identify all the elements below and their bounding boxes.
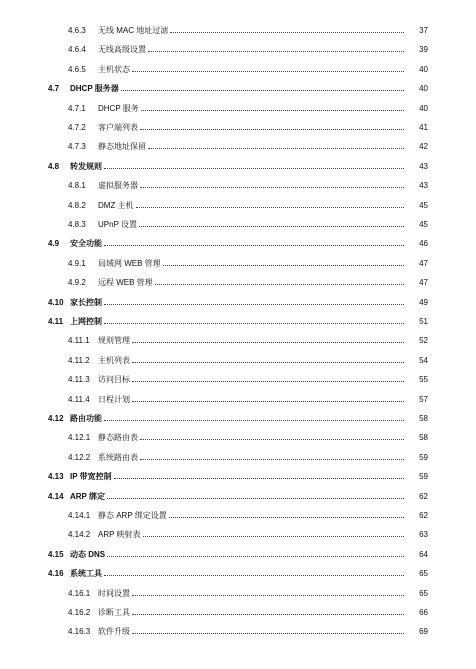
toc-entry-page-number: 62: [419, 491, 428, 501]
toc-subsection-entry[interactable]: [0, 140, 476, 154]
dot-leader: [170, 31, 404, 33]
dot-leader: [169, 516, 404, 518]
toc-subsection-entry[interactable]: [0, 121, 476, 135]
toc-entry-number: 4.7.3: [68, 142, 86, 152]
toc-entry-line: [66, 528, 406, 542]
toc-entry-number: 4.6.4: [68, 45, 86, 55]
toc-entry-page-number: 66: [419, 608, 428, 617]
toc-entry-number: 4.16: [48, 569, 64, 579]
dot-leader: [132, 400, 404, 402]
toc-entry-title: 转发规则: [70, 161, 102, 171]
toc-entry-title: DHCP 服务器: [70, 84, 119, 94]
toc-entry-page-number: 55: [419, 375, 428, 385]
toc-entry-number: 4.6.5: [68, 64, 86, 74]
toc-entry-line: [66, 354, 406, 368]
toc-subsection-entry[interactable]: [0, 606, 476, 620]
toc-subsection-entry[interactable]: [0, 354, 476, 368]
dot-leader: [132, 70, 404, 72]
toc-entry-page-number: 47: [419, 258, 428, 268]
dot-leader: [140, 438, 404, 440]
toc-entry-page-number: 41: [419, 123, 428, 132]
toc-entry-line: [66, 276, 406, 290]
dot-leader: [163, 264, 404, 266]
toc-entry-number: 4.15: [48, 549, 64, 559]
toc-entry-line: [66, 509, 406, 523]
toc-entry-number: 4.9.2: [68, 278, 86, 288]
dot-leader: [140, 128, 404, 130]
toc-entry-page-number: 65: [419, 588, 428, 598]
toc-entry-line: [48, 490, 406, 504]
toc-entry-number: 4.13: [48, 472, 64, 482]
toc-subsection-entry[interactable]: [0, 625, 476, 639]
dot-leader: [104, 244, 404, 246]
toc-entry-number: 4.11.1: [68, 336, 90, 346]
toc-entry-number: 4.16.3: [68, 627, 91, 637]
toc-entry-title: 诊断工具: [98, 608, 130, 617]
toc-entry-title: 日程计划: [98, 394, 130, 404]
toc-entry-page-number: 43: [419, 161, 428, 171]
dot-leader: [104, 574, 404, 576]
toc-subsection-entry[interactable]: [0, 587, 476, 601]
dot-leader: [155, 283, 404, 285]
toc-entry-number: 4.8.3: [68, 220, 86, 229]
toc-entry-title: ARP 绑定: [70, 491, 105, 501]
dot-leader: [107, 555, 404, 557]
toc-entry-title: 主机状态: [98, 64, 130, 74]
dot-leader: [148, 50, 404, 52]
toc-entry-title: 系统路由表: [98, 452, 138, 462]
toc-entry-page-number: 65: [419, 569, 428, 579]
toc-entry-title: 访问目标: [98, 375, 130, 385]
dot-leader: [104, 419, 404, 421]
toc-entry-number: 4.7.1: [68, 103, 86, 113]
toc-entry-page-number: 59: [419, 472, 428, 482]
toc-entry-title: DHCP 服务: [98, 103, 139, 113]
toc-entry-number: 4.9.1: [68, 258, 86, 268]
toc-entry-title: 软件升级: [98, 627, 130, 637]
toc-section-entry[interactable]: [0, 548, 476, 562]
toc-entry-page-number: 59: [419, 452, 428, 462]
dot-leader: [104, 303, 404, 305]
toc-entry-page-number: 54: [419, 355, 428, 365]
toc-entry-line: [48, 160, 406, 174]
toc-entry-number: 4.14.1: [68, 511, 91, 520]
toc-entry-page-number: 47: [419, 278, 428, 288]
toc-entry-title: 时间设置: [98, 588, 130, 598]
toc-entry-page-number: 40: [419, 103, 428, 113]
toc-subsection-entry[interactable]: [0, 431, 476, 445]
toc-section-entry[interactable]: [0, 490, 476, 504]
toc-section-entry[interactable]: [0, 237, 476, 251]
dot-leader: [132, 341, 404, 343]
toc-entry-title: UPnP 设置: [98, 220, 137, 229]
dot-leader: [140, 186, 404, 188]
toc-entry-page-number: 62: [419, 511, 428, 520]
toc-entry-number: 4.8: [48, 161, 60, 171]
toc-subsection-entry[interactable]: [0, 24, 476, 38]
toc-entry-number: 4.7.2: [68, 123, 86, 132]
toc-entry-number: 4.12.2: [68, 452, 91, 462]
toc-entry-line: [48, 296, 406, 310]
toc-entry-page-number: 51: [419, 317, 428, 326]
toc-entry-page-number: 69: [419, 627, 428, 637]
toc-entry-line: [48, 470, 406, 484]
toc-entry-page-number: 58: [419, 414, 428, 423]
toc-entry-page-number: 43: [419, 181, 428, 191]
toc-entry-line: [48, 237, 406, 251]
toc-entry-title: 上网控制: [70, 317, 102, 326]
toc-section-entry[interactable]: [0, 315, 476, 329]
toc-subsection-entry[interactable]: [0, 43, 476, 57]
toc-entry-page-number: 40: [419, 64, 428, 74]
dot-leader: [132, 380, 404, 382]
toc-subsection-entry[interactable]: [0, 63, 476, 77]
dot-leader: [104, 322, 404, 324]
toc-entry-number: 4.9: [48, 239, 60, 249]
toc-entry-line: [48, 567, 406, 581]
toc-entry-page-number: 64: [419, 549, 428, 559]
toc-section-entry[interactable]: [0, 82, 476, 96]
toc-entry-line: [66, 451, 406, 465]
toc-entry-title: DMZ 主机: [98, 200, 134, 210]
toc-entry-title: 动态 DNS: [70, 549, 106, 559]
toc-section-entry[interactable]: [0, 296, 476, 310]
toc-entry-line: [66, 43, 406, 57]
toc-entry-page-number: 45: [419, 220, 428, 229]
toc-entry-number: 4.8.1: [68, 181, 86, 191]
toc-entry-line: [66, 140, 406, 154]
dot-leader: [132, 613, 404, 615]
toc-entry-title: 虚拟服务器: [98, 181, 138, 191]
toc-entry-title: 静态地址保留: [98, 142, 146, 152]
toc-entry-number: 4.6.3: [68, 26, 86, 35]
toc-entry-title: 主机列表: [98, 355, 130, 365]
toc-entry-title: 规则管理: [98, 336, 130, 346]
toc-subsection-entry[interactable]: [0, 276, 476, 290]
dot-leader: [139, 225, 404, 227]
toc-section-entry[interactable]: [0, 567, 476, 581]
toc-entry-line: [66, 24, 406, 38]
toc-entry-number: 4.8.2: [68, 200, 86, 210]
toc-entry-title: 无线高级设置: [98, 45, 146, 55]
toc-entry-number: 4.11.4: [68, 394, 90, 404]
toc-entry-line: [66, 199, 406, 213]
toc-entry-line: [48, 412, 406, 426]
dot-leader: [136, 206, 404, 208]
toc-subsection-entry[interactable]: [0, 451, 476, 465]
toc-subsection-entry[interactable]: [0, 102, 476, 116]
toc-entry-title: 安全功能: [70, 239, 102, 249]
toc-entry-line: [48, 315, 406, 329]
dot-leader: [132, 632, 404, 634]
toc-entry-line: [66, 179, 406, 193]
toc-entry-title: 路由功能: [70, 414, 102, 423]
toc-entry-title: ARP 映射表: [98, 530, 141, 540]
toc-entry-title: 家长控制: [70, 297, 102, 307]
dot-leader: [132, 594, 404, 596]
toc-subsection-entry[interactable]: [0, 218, 476, 232]
toc-entry-number: 4.12: [48, 414, 64, 423]
toc-entry-line: [66, 587, 406, 601]
toc-entry-number: 4.11.3: [68, 375, 90, 385]
toc-subsection-entry[interactable]: [0, 509, 476, 523]
toc-section-entry[interactable]: [0, 412, 476, 426]
toc-entry-page-number: 39: [419, 45, 428, 55]
toc-entry-page-number: 57: [419, 394, 428, 404]
toc-entry-line: [66, 393, 406, 407]
toc-entry-line: [66, 257, 406, 271]
toc-entry-page-number: 49: [419, 297, 428, 307]
toc-subsection-entry[interactable]: [0, 199, 476, 213]
toc-section-entry[interactable]: [0, 160, 476, 174]
dot-leader: [114, 477, 404, 479]
dot-leader: [104, 167, 404, 169]
toc-entry-line: [66, 121, 406, 135]
toc-entry-line: [48, 82, 406, 96]
toc-entry-page-number: 63: [419, 530, 428, 540]
toc-subsection-entry[interactable]: [0, 179, 476, 193]
toc-entry-line: [66, 102, 406, 116]
toc-entry-page-number: 52: [419, 336, 428, 346]
dot-leader: [143, 535, 404, 537]
toc-section-entry[interactable]: [0, 470, 476, 484]
toc-subsection-entry[interactable]: [0, 393, 476, 407]
toc-entry-number: 4.14.2: [68, 530, 91, 540]
toc-entry-line: [66, 218, 406, 232]
toc-entry-page-number: 45: [419, 200, 428, 210]
toc-entry-title: 静态 ARP 绑定设置: [98, 511, 167, 520]
toc-entry-title: 客户端列表: [98, 123, 138, 132]
toc-subsection-entry[interactable]: [0, 528, 476, 542]
toc-entry-page-number: 42: [419, 142, 428, 152]
toc-entry-page-number: 58: [419, 433, 428, 443]
toc-entry-number: 4.10: [48, 297, 64, 307]
dot-leader: [121, 89, 404, 91]
toc-entry-line: [66, 606, 406, 620]
dot-leader: [148, 147, 404, 149]
toc-entry-page-number: 37: [419, 26, 428, 35]
toc-entry-line: [48, 548, 406, 562]
toc-entry-title: 系统工具: [70, 569, 102, 579]
toc-subsection-entry[interactable]: [0, 334, 476, 348]
toc-entry-number: 4.7: [48, 84, 60, 94]
toc-entry-page-number: 40: [419, 84, 428, 94]
toc-entry-number: 4.16.1: [68, 588, 91, 598]
toc-entry-number: 4.11.2: [68, 355, 90, 365]
toc-entry-line: [66, 431, 406, 445]
toc-entry-number: 4.12.1: [68, 433, 91, 443]
toc-entry-line: [66, 63, 406, 77]
toc-entry-page-number: 46: [419, 239, 428, 249]
toc-entry-line: [66, 373, 406, 387]
dot-leader: [141, 109, 404, 111]
dot-leader: [107, 497, 404, 499]
toc-subsection-entry[interactable]: [0, 257, 476, 271]
toc-entry-line: [66, 334, 406, 348]
toc-entry-title: 无线 MAC 地址过滤: [98, 26, 169, 35]
toc-entry-title: 局域网 WEB 管理: [98, 258, 161, 268]
toc-subsection-entry[interactable]: [0, 373, 476, 387]
toc-entry-line: [66, 625, 406, 639]
dot-leader: [132, 361, 404, 363]
toc-entry-title: IP 带宽控制: [70, 472, 112, 482]
toc-entry-number: 4.11: [48, 317, 64, 326]
toc-entry-title: 静态路由表: [98, 433, 138, 443]
dot-leader: [140, 458, 404, 460]
toc-entry-title: 远程 WEB 管理: [98, 278, 153, 288]
toc-entry-number: 4.14: [48, 491, 64, 501]
toc-entry-number: 4.16.2: [68, 608, 91, 617]
